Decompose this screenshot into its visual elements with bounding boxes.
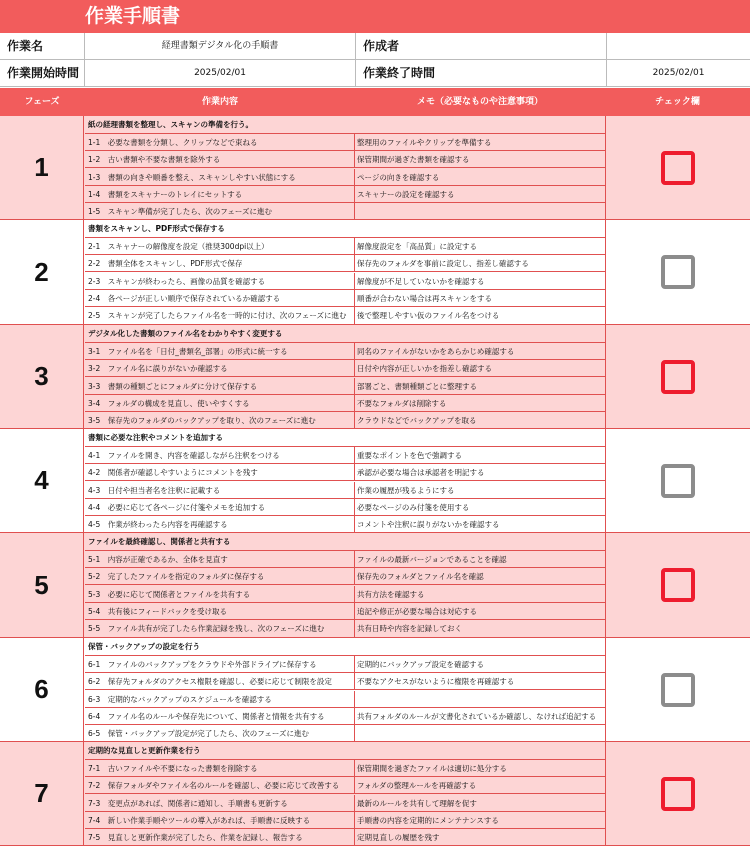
step-memo: 共有方法を確認する [357,590,425,599]
step-memo: クラウドなどでバックアップを取る [357,416,477,425]
step-row [85,412,605,429]
step-memo: 作業の履歴が残るようにする [357,486,455,495]
step-memo: 部署ごと、書類種類ごとに整理する [357,382,477,391]
phase-number: 1 [0,116,84,219]
step-memo: 共有日時や内容を記録しておく [357,624,462,633]
author-label: 作成者 [363,39,400,53]
step-row [85,378,605,395]
phase-checkbox[interactable] [661,568,695,602]
column-divider [354,238,355,255]
step-row [85,273,605,290]
step-text: 3-2 ファイル名に誤りがないか確認する [88,364,228,373]
step-text: 3-5 保存先のフォルダのバックアップを取り、次のフェーズに進む [88,416,316,425]
column-divider [354,708,355,725]
column-divider [354,447,355,464]
column-check: チェック欄 [655,97,700,107]
step-text: 6-4 ファイル名のルールや保存先について、関係者と情報を共有する [88,712,325,721]
column-divider [354,273,355,290]
phase-number: 2 [0,220,84,324]
author-value[interactable] [607,33,750,60]
column-phase: フェーズ [24,97,60,107]
step-memo: 同名のファイルがないかをあらかじめ確認する [357,347,515,356]
step-row [85,395,605,412]
check-cell [605,533,750,637]
step-memo: 保管期間を過ぎたファイルは適切に処分する [357,764,507,773]
step-memo: 承認が必要な場合は承認者を明記する [357,468,485,477]
check-cell [605,638,750,741]
step-memo: 保存先のフォルダを事前に設定し、指差し確認する [357,259,529,268]
step-row [85,499,605,516]
step-row [85,134,605,151]
step-text: 7-1 古いファイルや不要になった書類を削除する [88,764,258,773]
step-memo: 後で整理しやすい仮のファイル名をつける [357,311,500,320]
step-row [85,620,605,637]
check-cell [605,742,750,845]
step-memo: 解像度が不足していないかを確認する [357,277,485,286]
column-divider [354,255,355,272]
column-divider [354,551,355,568]
step-row [85,656,605,673]
column-divider [354,673,355,690]
step-text: 4-4 必要に応じて各ページに付箋やメモを追加する [88,503,266,512]
step-text: 3-1 ファイル名を「日付_書類名_部署」の形式に統一する [88,347,288,356]
column-divider [354,812,355,829]
phase-checkbox[interactable] [661,777,695,811]
step-memo: 必要なページのみ付箋を使用する [357,503,470,512]
phase-title: 紙の経理書類を整理し、スキャンの準備を行う。 [85,116,605,134]
step-row [85,829,605,846]
step-row [85,603,605,620]
step-row [85,464,605,481]
column-divider [354,151,355,168]
step-row [85,360,605,377]
step-text: 5-3 必要に応じて関係者とファイルを共有する [88,590,251,599]
step-row [85,307,605,324]
step-text: 3-4 フォルダの構成を見直し、使いやすくする [88,399,250,408]
column-divider [354,516,355,533]
column-divider [354,499,355,516]
page-title: 作業手順書 [85,5,181,27]
phase-number: 4 [0,429,84,532]
step-row [85,777,605,794]
phase-checkbox[interactable] [661,360,695,394]
step-text: 1-5 スキャン準備が完了したら、次のフェーズに進む [88,207,272,216]
step-text: 4-2 関係者が確認しやすいようにコメントを残す [88,468,258,477]
step-row [85,343,605,360]
phase-block [0,220,750,325]
step-text: 7-2 保存フォルダやファイル名のルールを確認し、必要に応じて改善する [88,781,340,790]
step-memo: ページの向きを確認する [357,173,440,182]
step-row [85,708,605,725]
column-memo: メモ（必要なものや注意事項） [416,97,543,107]
step-text: 5-5 ファイル共有が完了したら作業記録を残し、次のフェーズに進む [88,624,325,633]
step-row [85,482,605,499]
step-memo: 不要なフォルダは削除する [357,399,447,408]
step-row [85,238,605,255]
step-memo: 定期見直しの履歴を残す [357,833,440,842]
phase-title: 書類に必要な注釈やコメントを追加する [85,429,605,447]
step-memo: 重要なポイントを色で強調する [357,451,462,460]
column-header [0,88,750,116]
column-divider [354,777,355,794]
step-memo: 整理用のファイルやクリップを準備する [357,138,492,147]
column-divider [354,482,355,499]
step-text: 6-1 ファイルのバックアップをクラウドや外部ドライブに保存する [88,660,317,669]
check-cell [605,220,750,324]
column-divider [354,412,355,429]
step-memo: 不要なアクセスがないように権限を再確認する [357,677,515,686]
column-divider [354,378,355,395]
step-text: 5-1 内容が正確であるか、全体を見直す [88,555,228,564]
step-memo: 順番が合わない場合は再スキャンをする [357,294,492,303]
phase-title: 書類をスキャンし、PDF形式で保存する [85,220,605,238]
column-divider [354,620,355,637]
step-row [85,447,605,464]
phase-block [0,638,750,742]
step-row [85,290,605,307]
step-text: 6-3 定期的なバックアップのスケジュールを確認する [88,695,272,704]
step-text: 1-2 古い書類や不要な書類を除外する [88,155,221,164]
check-cell [605,116,750,219]
column-divider [354,829,355,846]
step-memo: 定期的にバックアップ設定を確認する [357,660,484,669]
step-memo: 共有フォルダのルールが文書化されているか確認し、なければ追記する [357,712,597,721]
step-memo: 日付や内容が正しいかを指差し確認する [357,364,492,373]
step-row [85,725,605,742]
column-content: 作業内容 [201,97,238,107]
column-divider [354,691,355,708]
step-memo: 保管期間が過ぎた書類を確認する [357,155,470,164]
step-text: 7-4 新しい作業手順やツールの導入があれば、手順書に反映する [88,816,311,825]
column-divider [354,603,355,620]
phase-title: ファイルを最終確認し、関係者と共有する [85,533,605,551]
column-divider [354,134,355,151]
step-text: 7-3 変更点があれば、関係者に通知し、手順書も更新する [88,799,288,808]
step-memo: 手順書の内容を定期的にメンテナンスする [357,816,499,825]
phase-checkbox[interactable] [661,255,695,289]
column-divider [354,307,355,324]
phase-checkbox[interactable] [661,464,695,498]
step-memo: コメントや注釈に誤りがないかを確認する [357,520,500,529]
end-time-label: 作業終了時間 [363,66,436,80]
step-text: 2-1 スキャナーの解像度を設定（推奨300dpi以上） [88,242,269,251]
phase-checkbox[interactable] [661,151,695,185]
step-text: 6-2 保存先フォルダのアクセス権限を確認し、必要に応じて制限を設定 [88,677,332,686]
phase-block [0,533,750,638]
step-row [85,795,605,812]
step-text: 5-2 完了したファイルを指定のフォルダに保存する [88,572,265,581]
step-memo: ファイルの最新バージョンであることを確認 [357,555,507,564]
step-row [85,568,605,585]
step-memo: フォルダの整理ルールを再確認する [357,781,477,790]
phase-block [0,325,750,429]
work-name-value[interactable]: 経理書類デジタル化の手順書 [161,41,279,51]
step-row [85,203,605,220]
column-divider [354,725,355,742]
phase-title: 定期的な見直しと更新作業を行う [85,742,605,760]
step-row [85,551,605,568]
step-memo: 解像度設定を「高品質」に設定する [357,242,477,251]
step-text: 4-5 作業が終わったら内容を再確認する [88,520,228,529]
step-memo: 最新のルールを共有して理解を促す [357,799,477,808]
title-bar [0,0,750,33]
phase-number: 5 [0,533,84,637]
step-memo: スキャナーの設定を確認する [357,190,455,199]
column-divider [354,586,355,603]
step-row [85,691,605,708]
step-text: 2-5 スキャンが完了したらファイル名を一時的に付け、次のフェーズに進む [88,311,347,320]
step-text: 2-2 書類全体をスキャンし、PDF形式で保存 [88,259,243,268]
phase-title: 保管・バックアップの設定を行う [85,638,605,656]
step-text: 3-3 書類の種類ごとにフォルダに分けて保存する [88,382,258,391]
step-row [85,516,605,533]
column-divider [354,360,355,377]
step-row [85,151,605,168]
phase-number: 3 [0,325,84,428]
phase-number: 7 [0,742,84,845]
start-time-label: 作業開始時間 [7,66,80,80]
phase-checkbox[interactable] [661,673,695,707]
phase-block [0,742,750,846]
step-text: 5-4 共有後にフィードバックを受け取る [88,607,227,616]
step-text: 1-1 必要な書類を分類し、クリップなどで束ねる [88,138,258,147]
phase-number: 6 [0,638,84,741]
step-memo: 追記や修正が必要な場合は対応する [357,607,477,616]
end-time-value[interactable]: 2025/02/01 [652,68,705,78]
step-row [85,255,605,272]
column-divider [354,395,355,412]
column-divider [354,568,355,585]
step-row [85,186,605,203]
step-text: 4-3 日付や担当者名を注釈に記載する [88,486,221,495]
step-memo: 保存先のフォルダとファイル名を確認 [357,572,484,581]
step-text: 7-5 見直しと更新作業が完了したら、作業を記録し、報告する [88,833,303,842]
column-divider [354,169,355,186]
step-text: 2-4 各ページが正しい順序で保存されているか確認する [88,294,281,303]
column-divider [354,795,355,812]
phase-title: デジタル化した書類のファイル名をわかりやすく変更する [85,325,605,343]
step-text: 1-3 書類の向きや順番を整え、スキャンしやすい状態にする [88,173,296,182]
work-name-label: 作業名 [7,39,44,53]
check-cell [605,325,750,428]
phase-block [0,429,750,533]
step-text: 6-5 保管・バックアップ設定が完了したら、次のフェーズに進む [88,729,309,738]
column-divider [354,464,355,481]
step-row [85,169,605,186]
step-row [85,673,605,690]
step-row [85,812,605,829]
start-time-value[interactable]: 2025/02/01 [194,68,246,78]
check-cell [605,429,750,532]
step-row [85,760,605,777]
step-text: 1-4 書類をスキャナーのトレイにセットする [88,190,243,199]
step-text: 4-1 ファイルを開き、内容を確認しながら注釈をつける [88,451,280,460]
column-divider [354,290,355,307]
column-divider [354,203,355,220]
step-text: 2-3 スキャンが終わったら、画像の品質を確認する [88,277,266,286]
column-divider [354,760,355,777]
phase-block [0,116,750,220]
column-divider [354,656,355,673]
step-row [85,586,605,603]
column-divider [354,186,355,203]
info-row-time [0,60,750,87]
info-row-name [0,33,750,60]
column-divider [354,343,355,360]
